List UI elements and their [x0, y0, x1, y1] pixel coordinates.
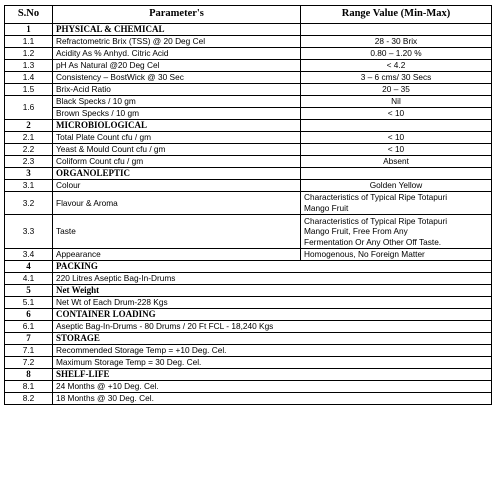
table-row	[5, 84, 492, 96]
range-line: Mango Fruit, Free From Any	[304, 226, 408, 237]
section-row	[5, 24, 492, 36]
row-number: 3.4	[5, 249, 53, 261]
table-row	[5, 345, 492, 357]
parameter-cell: pH As Natural @20 Deg Cel	[53, 60, 301, 72]
range-line: Characteristics of Typical Ripe Totapuri	[304, 215, 448, 226]
section-row	[5, 168, 492, 180]
row-number: 1.4	[5, 72, 53, 84]
row-number: 1.1	[5, 36, 53, 48]
section-row	[5, 309, 492, 321]
parameter-cell: Coliform Count cfu / gm	[53, 156, 301, 168]
section-title: CONTAINER LOADING	[53, 309, 492, 321]
section-title: PHYSICAL & CHEMICAL	[53, 24, 301, 36]
row-number: 3.3	[5, 215, 53, 249]
table-row	[5, 215, 492, 249]
parameter-cell: Acidity As % Anhyd. Citric Acid	[53, 48, 301, 60]
section-title: MICROBIOLOGICAL	[53, 120, 301, 132]
parameter-cell: Refractometric Brix (TSS) @ 20 Deg Cel	[53, 36, 301, 48]
range-cell	[301, 192, 492, 215]
range-cell: 20 – 35	[301, 84, 492, 96]
table-row	[5, 48, 492, 60]
empty-cell	[301, 168, 492, 180]
range-cell: < 10	[301, 132, 492, 144]
parameter-cell: Flavour & Aroma	[53, 192, 301, 215]
table-row	[5, 180, 492, 192]
header-sno: S.No	[5, 6, 53, 24]
section-row	[5, 120, 492, 132]
row-number: 8.1	[5, 381, 53, 393]
range-cell: < 10	[301, 108, 492, 120]
range-line: Fermentation Or Any Other Off Taste.	[304, 236, 442, 247]
row-number: 8.2	[5, 393, 53, 405]
row-number: 1.6	[5, 96, 53, 120]
range-cell	[301, 215, 492, 249]
table-row	[5, 156, 492, 168]
section-row	[5, 285, 492, 297]
row-number: 1.5	[5, 84, 53, 96]
table-row	[5, 108, 492, 120]
parameter-cell: Appearance	[53, 249, 301, 261]
parameter-cell: 220 Litres Aseptic Bag-In-Drums	[53, 273, 492, 285]
section-row	[5, 261, 492, 273]
parameter-cell: Colour	[53, 180, 301, 192]
table-row	[5, 132, 492, 144]
empty-cell	[301, 24, 492, 36]
range-line: Mango Fruit	[304, 203, 349, 213]
section-number: 5	[5, 285, 53, 297]
header-row	[5, 6, 492, 24]
section-number: 2	[5, 120, 53, 132]
section-title: SHELF-LIFE	[53, 369, 492, 381]
row-number: 4.1	[5, 273, 53, 285]
row-number: 7.2	[5, 357, 53, 369]
row-number: 2.3	[5, 156, 53, 168]
spec-table	[4, 5, 492, 405]
header-range: Range Value (Min-Max)	[301, 6, 492, 24]
table-row	[5, 273, 492, 285]
parameter-cell: Brown Specks / 10 gm	[53, 108, 301, 120]
section-title: ORGANOLEPTIC	[53, 168, 301, 180]
range-cell: 3 – 6 cms/ 30 Secs	[301, 72, 492, 84]
table-row	[5, 381, 492, 393]
spec-table-container	[4, 5, 491, 405]
parameter-cell: Taste	[53, 215, 301, 249]
range-cell: < 4.2	[301, 60, 492, 72]
section-number: 1	[5, 24, 53, 36]
parameter-cell: 24 Months @ +10 Deg. Cel.	[53, 381, 492, 393]
table-row	[5, 144, 492, 156]
row-number: 3.1	[5, 180, 53, 192]
table-row	[5, 297, 492, 309]
table-row	[5, 72, 492, 84]
parameter-cell: 18 Months @ 30 Deg. Cel.	[53, 393, 492, 405]
table-row	[5, 249, 492, 261]
parameter-cell: Net Wt of Each Drum-228 Kgs	[53, 297, 492, 309]
section-title: PACKING	[53, 261, 492, 273]
row-number: 1.3	[5, 60, 53, 72]
row-number: 1.2	[5, 48, 53, 60]
section-number: 4	[5, 261, 53, 273]
section-row	[5, 369, 492, 381]
range-cell: Homogenous, No Foreign Matter	[301, 249, 492, 261]
parameter-cell: Maximum Storage Temp = 30 Deg. Cel.	[53, 357, 492, 369]
table-row	[5, 321, 492, 333]
range-cell: Absent	[301, 156, 492, 168]
range-cell: < 10	[301, 144, 492, 156]
row-number: 3.2	[5, 192, 53, 215]
header-parameter: Parameter's	[53, 6, 301, 24]
range-cell: 28 - 30 Brix	[301, 36, 492, 48]
parameter-cell: Total Plate Count cfu / gm	[53, 132, 301, 144]
range-cell: Nil	[301, 96, 492, 108]
table-row	[5, 192, 492, 215]
table-row	[5, 357, 492, 369]
section-row	[5, 333, 492, 345]
section-number: 8	[5, 369, 53, 381]
parameter-cell: Brix-Acid Ratio	[53, 84, 301, 96]
section-number: 6	[5, 309, 53, 321]
table-row	[5, 60, 492, 72]
section-title: STORAGE	[53, 333, 492, 345]
section-number: 3	[5, 168, 53, 180]
table-row	[5, 96, 492, 108]
row-number: 7.1	[5, 345, 53, 357]
row-number: 5.1	[5, 297, 53, 309]
section-number: 7	[5, 333, 53, 345]
range-line: Characteristics of Typical Ripe Totapuri	[304, 192, 448, 203]
parameter-cell: Aseptic Bag-In-Drums - 80 Drums / 20 Ft FCL - 18,240 Kgs	[53, 321, 492, 333]
parameter-cell: Recommended Storage Temp = +10 Deg. Cel.	[53, 345, 492, 357]
parameter-cell: Yeast & Mould Count cfu / gm	[53, 144, 301, 156]
parameter-cell: Black Specks / 10 gm	[53, 96, 301, 108]
row-number: 2.1	[5, 132, 53, 144]
parameter-cell: Consistency – BostWick @ 30 Sec	[53, 72, 301, 84]
range-cell: Golden Yellow	[301, 180, 492, 192]
section-title: Net Weight	[53, 285, 492, 297]
row-number: 6.1	[5, 321, 53, 333]
table-row	[5, 393, 492, 405]
row-number: 2.2	[5, 144, 53, 156]
empty-cell	[301, 120, 492, 132]
range-cell: 0.80 – 1.20 %	[301, 48, 492, 60]
table-row	[5, 36, 492, 48]
